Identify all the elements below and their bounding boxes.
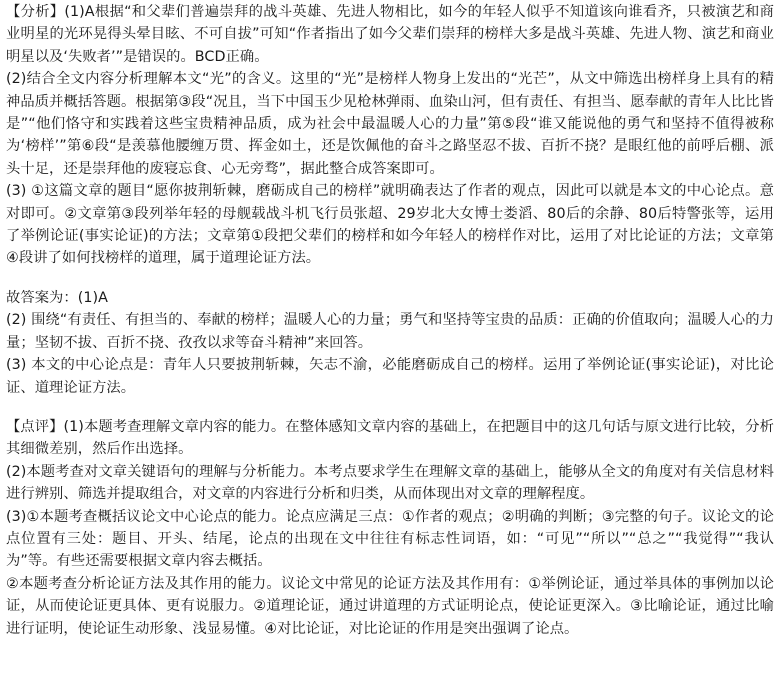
answer-paragraph-3: (3) 本文的中心论点是：青年人只要披荆斩棘，矢志不渝，必能磨砺成自己的榜样。运用了举例论证(事实论证)，对比论证、道理论证方法。 xyxy=(6,357,774,396)
analysis-paragraph-2: (2)结合全文内容分析理解本文“光”的含义。这里的“光”是榜样人物身上发出的“光芒”，从文中筛选出榜样身上具有的精神品质并概括答题。根据第③段“况且，当下中国玉少见枪林弹雨、血染山河，但有责任、有担当、愿奉献的青年人比比皆是”“他们恪守和实践着这些宝贵精神品质，成为社会中最温暖人心的力量”第⑤段“谁又能说他的勇气和坚持不值得被称为‘榜样’”第⑥段“是羡慕他腰缠万贯、挥金如土，还是饮佩他的奋斗之路坚忍不拔、百折不挠？是眼红他的前呼后棚、派头十足，还是崇拜他的废寝忘食、心无旁骛”，据此整合成答案即可。 xyxy=(6,71,774,177)
commentary-paragraph-1: 【点评】(1)本题考查理解文章内容的能力。在整体感知文章内容的基础上，在把题目中的这几句话与原文进行比较，分析其细微差别，然后作出选择。 xyxy=(6,418,774,458)
commentary-section xyxy=(6,416,774,640)
analysis-paragraph-3: (3) ①这篇文章的题目“愿你披荆斩棘，磨砺成自己的榜样”就明确表达了作者的观点，因此可以就是本文的中心论点。意对即可。②文章第③段列举年轻的母舰载战斗机飞行员张超、29岁北大女博士娄滔、80后的余静、80后特警张等，运用了举例论证(事实论证)的方法；文章第①段把父辈们的榜样和如今年轻人的榜样作对比，运用了对比论证的方法；文章第④段讲了如何找榜样的道理，属于道理论证方法。 xyxy=(6,183,774,267)
commentary-paragraph-3: (3)①本题考查概括议论文中心论点的能力。论点应满足三点：①作者的观点；②明确的判断；③完整的句子。议论文的论点位置有三处：题目、开头、结尾，论点的出现在文中往往有标志性词语，如：“可见”“所以”“总之”“我觉得”“我认为”等。有些还需要根据文章内容去概括。 xyxy=(6,508,774,570)
commentary-paragraph-4: ②本题考查分析论证方法及其作用的能力。议论文中常见的论证方法及其作用有：①举例论证，通过举具体的事例加以论证，从而使论证更具体、更有说服力。②道理论证，通过讲道理的方式证明论点，使论证更深入。③比喻论证，通过比喻进行证明，使论证生动形象、浅显易懂。④对比论证，对比论证的作用是突出强调了论点。 xyxy=(6,575,774,637)
analysis-paragraph-1: 【分析】(1)A根据“和父辈们普遍崇拜的战斗英雄、先进人物相比，如今的年轻人似乎不知道该向谁看齐，只被演艺和商业明星的光环晃得头晕目眩、不可自拔”可知“作者指出了如今父辈们崇拜的榜样大多是战斗英雄、先进人物、演艺和商业明星以及‘失败者’”是错误的。BCD正确。 xyxy=(6,4,774,65)
answer-section xyxy=(6,287,774,399)
analysis-section xyxy=(6,1,774,270)
commentary-paragraph-2: (2)本题考查对文章关键语句的理解与分析能力。本考点要求学生在理解文章的基础上，能够从全文的角度对有关信息材料进行辨别、筛选并提取组合，对文章的内容进行分析和归类，从而体现出对文章的理解程度。 xyxy=(6,463,774,503)
section-gap xyxy=(6,399,774,416)
answer-paragraph-2: (2) 围绕“有责任、有担当的、奉献的榜样；温暖人心的力量；勇气和坚持等宝贵的品质：正确的价值取向；温暖人心的力量；坚韧不拔、百折不挠、孜孜以求等奋斗精神”来回答。 xyxy=(6,312,774,351)
section-gap xyxy=(6,270,774,287)
answer-paragraph-1: 故答案为：(1)A xyxy=(6,289,108,306)
